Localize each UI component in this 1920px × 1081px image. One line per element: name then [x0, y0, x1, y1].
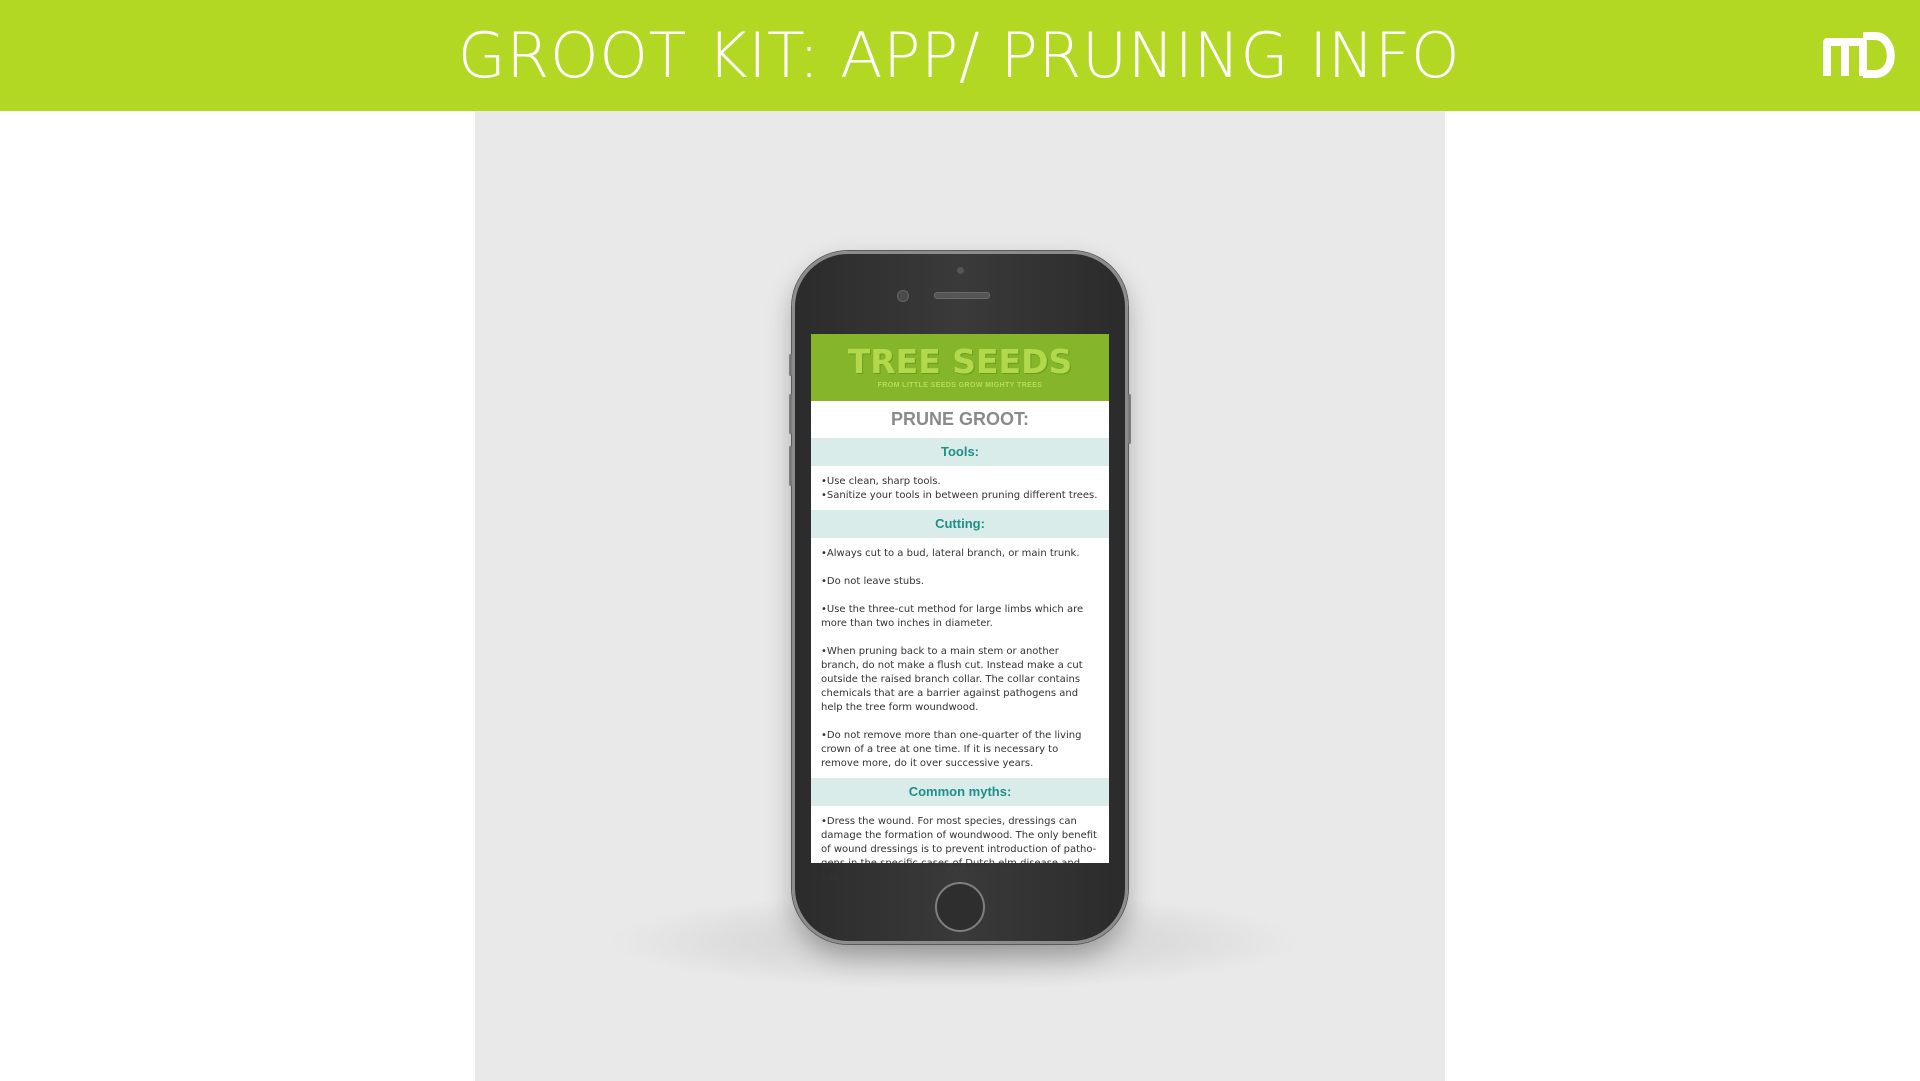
- list-item: •Dress the wound. For most species, dressings can damage the formation of woundwood. The only benefit of wound dressings is to prevent introduction of patho- gens in the specific cases of Dutch elm disease and oak: [821, 816, 1097, 883]
- app-logo: TREE SEEDS: [847, 342, 1073, 381]
- silent-switch: [789, 354, 792, 376]
- section-body-cutting: [811, 538, 1109, 778]
- phone-screen: [811, 334, 1109, 883]
- list-item: •Do not leave stubs.: [821, 576, 924, 587]
- front-camera-icon: [897, 290, 909, 302]
- mockup-backdrop: [475, 111, 1445, 1081]
- home-button[interactable]: [935, 882, 985, 932]
- list-item: •When pruning back to a main stem or another branch, do not make a flush cut. Instead make a cut outside the raised branch collar. The collar contains chemicals that are a barrier against pathogens and help the tree form woundwood.: [821, 646, 1083, 713]
- list-item: •Do not remove more than one-quarter of the living crown of a tree at one time. If it is necessary to remove more, do it over successive years.: [821, 730, 1082, 769]
- list-item: •Sanitize your tools in between pruning different trees.: [821, 490, 1098, 501]
- list-item: •Use clean, sharp tools.: [821, 476, 941, 487]
- section-body-tools: [811, 466, 1109, 510]
- volume-down-button: [789, 446, 792, 486]
- earpiece-speaker: [934, 292, 990, 299]
- section-header-cutting[interactable]: Cutting:: [811, 510, 1109, 538]
- section-header-tools[interactable]: Tools:: [811, 438, 1109, 466]
- page-heading: PRUNE GROOT:: [890, 409, 1029, 429]
- app-tagline: FROM LITTLE SEEDS GROW MIGHTY TREES: [877, 382, 1043, 389]
- power-button: [1128, 394, 1131, 444]
- section-header-common-myths[interactable]: Common myths:: [811, 778, 1109, 806]
- list-item: •Always cut to a bud, lateral branch, or main trunk.: [821, 548, 1080, 559]
- phone-mockup: [792, 251, 1128, 944]
- volume-up-button: [789, 394, 792, 434]
- app-header: [811, 334, 1109, 401]
- section-body-common-myths: [811, 806, 1109, 892]
- md-logo-icon: [1821, 28, 1901, 82]
- camera-icon: [957, 267, 964, 274]
- slide-title: GROOT KIT: APP/ PRUNING INFO: [457, 19, 1461, 92]
- list-item: •Use the three-cut method for large limbs which are more than two inches in diameter.: [821, 604, 1084, 629]
